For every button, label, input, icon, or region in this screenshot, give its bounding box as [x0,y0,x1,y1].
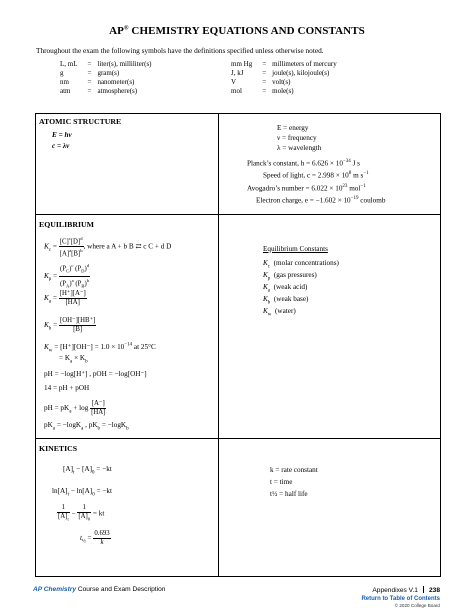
copyright: © 2020 College Board [394,603,440,608]
atomic-legend-energy: E = energy [277,124,309,132]
pka-equation: $pK_a = -\log K_a$ , $pK_b = -\log K_b$ [44,421,129,432]
atomic-legend-wavelength: λ = wavelength [277,144,322,152]
henderson-hasselbalch: pH = $pK_a + \log$ $\frac{[A^-]}{[HA]}$ [44,400,106,416]
constant-kc: $K_c$ (molar concentrations) [263,259,339,270]
ph-equation: pH = −log[H⁺] , pOH = −log[OH⁻] [44,370,147,378]
constant-kb: $K_b$ (weak base) [263,295,309,306]
kinetics-legend-time: t = time [270,478,293,486]
definitions-left: L, mL = liter(s), milliliter(s) g = gram(s) nm = nanometer(s) atm = atmosphere(s) [60,60,152,95]
constant-ka: $K_a$ (weak acid) [263,283,308,294]
kinetics-heading: KINETICS [39,444,78,453]
ka-equation: $K_a$ = $\frac{[H^+][A^-]}{[HA]}$ [44,290,86,306]
speed-of-light: Speed of light, $c = 2.998 \times 10^8$ m $s^{-1}$ [263,171,369,180]
atomic-eq-energy: E = hν [52,131,72,139]
avogadro-number: Avogadro’s number = $6.022 \times 10^{23}$ mol$^{-1}$ [247,184,366,193]
equilibrium-constants-heading: Equilibrium Constants [263,245,328,253]
zero-order-equation: $[A]_t - [A]_0 = -kt$ [63,465,112,476]
section-divider-1 [35,214,441,215]
atomic-legend-frequency: ν = frequency [277,134,317,142]
footer-pagination: Appendixes V.1 238 Return to Table of Contents © 2020 College Board [361,587,440,608]
kc-equation: $K_c$ = $\frac{[C]^c[D]^d}{[A]^a[B]^b}$ , where a A + b B ⇄ c C + d D [44,236,172,258]
atomic-heading: ATOMIC STRUCTURE [39,117,122,126]
section-divider-2 [35,438,441,439]
intro-text: Throughout the exam the following symbols have the definitions specified unless otherwise noted. [36,46,324,55]
electron-charge: Electron charge, $e = -1.602 \times 10^{-19}$ coulomb [256,196,386,205]
footer-separator [423,586,424,593]
kp-equation: $K_p$ = $\frac{(P_C)^c (P_D)^d}{(P_A)^a (P_B)^b}$ [44,263,90,289]
column-divider [218,113,219,577]
page-title: AP® CHEMISTRY EQUATIONS AND CONSTANTS [109,25,365,37]
kw-product: = $K_a \times K_b$ [59,354,88,365]
second-order-equation: $\frac{1}{[A]_t}$ − $\frac{1}{[A]_0}$ = kt [58,504,105,522]
kinetics-legend-halflife: t½ = half life [270,490,308,498]
first-order-equation: $\ln[A]_t - \ln[A]_0 = -kt$ [52,487,112,498]
half-life-equation: $t_{\frac{1}{2}}$ = $\frac{0.693}{k}$ [80,530,110,546]
constant-kp: $K_p$ (gas pressures) [263,271,317,282]
kb-equation: $K_b$ = $\frac{[OH^-][HB^+]}{[B]}$ [44,317,96,333]
kinetics-legend-rate: k = rate constant [270,466,318,474]
toc-link[interactable]: Return to Table of Contents [361,596,440,602]
ph-sum-equation: 14 = pH + pOH [44,384,90,392]
constant-kw: $K_w$ (water) [263,307,296,318]
atomic-eq-light: c = λν [52,142,70,150]
kw-equation: $K_w = [H^+][OH^-] = 1.0 \times 10^{-14}$ at 25°C [44,342,156,354]
equilibrium-heading: EQUILIBRIUM [39,220,95,229]
planck-constant: Planck’s constant, $h = 6.626 \times 10^{-34}$ J s [247,159,360,168]
footer-course: AP Chemistry Course and Exam Description [33,586,166,593]
definitions-right: mm Hg = millimeters of mercury J, kJ = joule(s), kilojoule(s) V = volt(s) mol = mole(s) [231,60,337,95]
